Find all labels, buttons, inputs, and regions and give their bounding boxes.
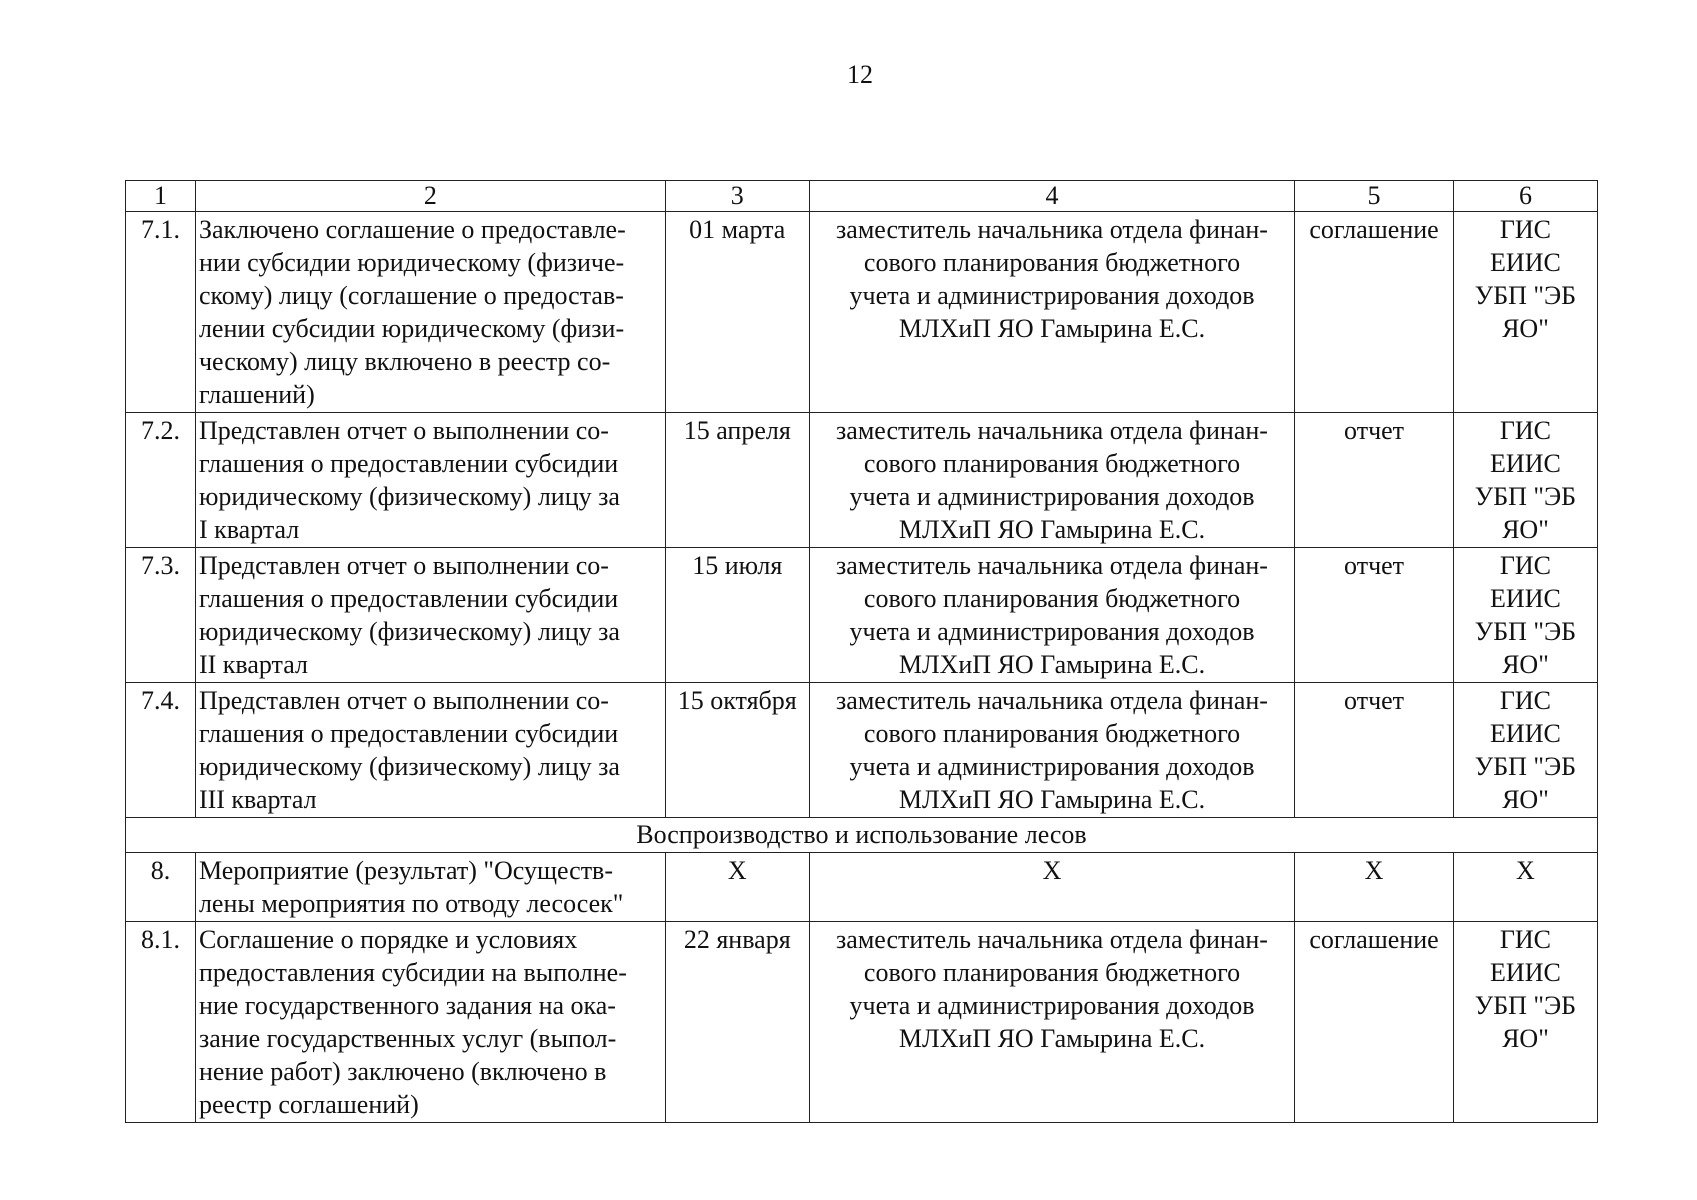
row-document: отчет (1295, 413, 1454, 548)
row-responsible: заместитель начальника отдела финан- сового планирования бюджетного учета и администрирования доходов МЛХиП ЯО Гамырина Е.С. (836, 215, 1268, 343)
row-description: Заключено соглашение о предоставле- нии субсидии юридическому (физиче- скому) лицу (соглашение о предостав- лении субсидии юридическому (физи- ческому) лицу включено в реестр со- глашений) (198, 215, 626, 409)
section-title: Воспроизводство и использование лесов (126, 818, 1598, 853)
row-document: X (1295, 853, 1454, 922)
row-system: ГИС ЕИИС УБП "ЭБ ЯО" (1474, 215, 1577, 343)
row-description: Представлен отчет о выполнении со- глашения о предоставлении субсидии юридическому (физическому) лицу за I квартал (198, 416, 620, 544)
row-responsible: заместитель начальника отдела финан- сового планирования бюджетного учета и администрирования доходов МЛХиП ЯО Гамырина Е.С. (836, 686, 1268, 814)
row-system: ГИС ЕИИС УБП "ЭБ ЯО" (1474, 551, 1577, 679)
row-system: X (1516, 856, 1535, 885)
row-date: 15 июля (665, 548, 809, 683)
row-document: соглашение (1295, 922, 1454, 1123)
row-date: 01 марта (665, 212, 809, 413)
table-row (126, 922, 1598, 1123)
column-number-1: 1 (126, 181, 196, 212)
row-description: Соглашение о порядке и условиях предоставления субсидии на выполне- ние государственного задания на ока- зание государственных услуг (выпол- нение работ) заключено (включено в реестр соглашений) (198, 925, 627, 1119)
column-number-2: 2 (195, 181, 665, 212)
row-number: 8.1. (126, 922, 196, 1123)
row-date: 15 апреля (665, 413, 809, 548)
row-system: ГИС ЕИИС УБП "ЭБ ЯО" (1474, 416, 1577, 544)
row-description: Мероприятие (результат) "Осуществ- лены мероприятия по отводу лесосек" (198, 856, 624, 918)
table-row (126, 548, 1598, 683)
row-system: ГИС ЕИИС УБП "ЭБ ЯО" (1474, 925, 1577, 1053)
row-responsible: заместитель начальника отдела финан- сового планирования бюджетного учета и администрирования доходов МЛХиП ЯО Гамырина Е.С. (836, 416, 1268, 544)
column-number-5: 5 (1295, 181, 1454, 212)
table-row (126, 413, 1598, 548)
header-row (126, 181, 1598, 212)
row-description: Представлен отчет о выполнении со- глашения о предоставлении субсидии юридическому (физическому) лицу за III квартал (198, 686, 620, 814)
table-row (126, 683, 1598, 818)
row-number: 8. (126, 853, 196, 922)
row-document: отчет (1295, 683, 1454, 818)
plan-table (125, 180, 1598, 1123)
row-responsible: заместитель начальника отдела финан- сового планирования бюджетного учета и администрирования доходов МЛХиП ЯО Гамырина Е.С. (836, 925, 1268, 1053)
row-number: 7.4. (126, 683, 196, 818)
row-system: ГИС ЕИИС УБП "ЭБ ЯО" (1474, 686, 1577, 814)
row-date: 22 января (665, 922, 809, 1123)
section-row (126, 818, 1598, 853)
row-responsible: заместитель начальника отдела финан- сового планирования бюджетного учета и администрирования доходов МЛХиП ЯО Гамырина Е.С. (836, 551, 1268, 679)
row-description: Представлен отчет о выполнении со- глашения о предоставлении субсидии юридическому (физическому) лицу за II квартал (198, 551, 620, 679)
row-number: 7.2. (126, 413, 196, 548)
row-document: отчет (1295, 548, 1454, 683)
column-number-3: 3 (665, 181, 809, 212)
table-row (126, 853, 1598, 922)
column-number-6: 6 (1453, 181, 1597, 212)
column-number-4: 4 (809, 181, 1294, 212)
row-responsible: X (1042, 856, 1062, 885)
row-date: X (665, 853, 809, 922)
table-row (126, 212, 1598, 413)
page-number: 12 (847, 60, 873, 89)
row-number: 7.1. (126, 212, 196, 413)
row-document: соглашение (1295, 212, 1454, 413)
row-number: 7.3. (126, 548, 196, 683)
row-date: 15 октября (665, 683, 809, 818)
